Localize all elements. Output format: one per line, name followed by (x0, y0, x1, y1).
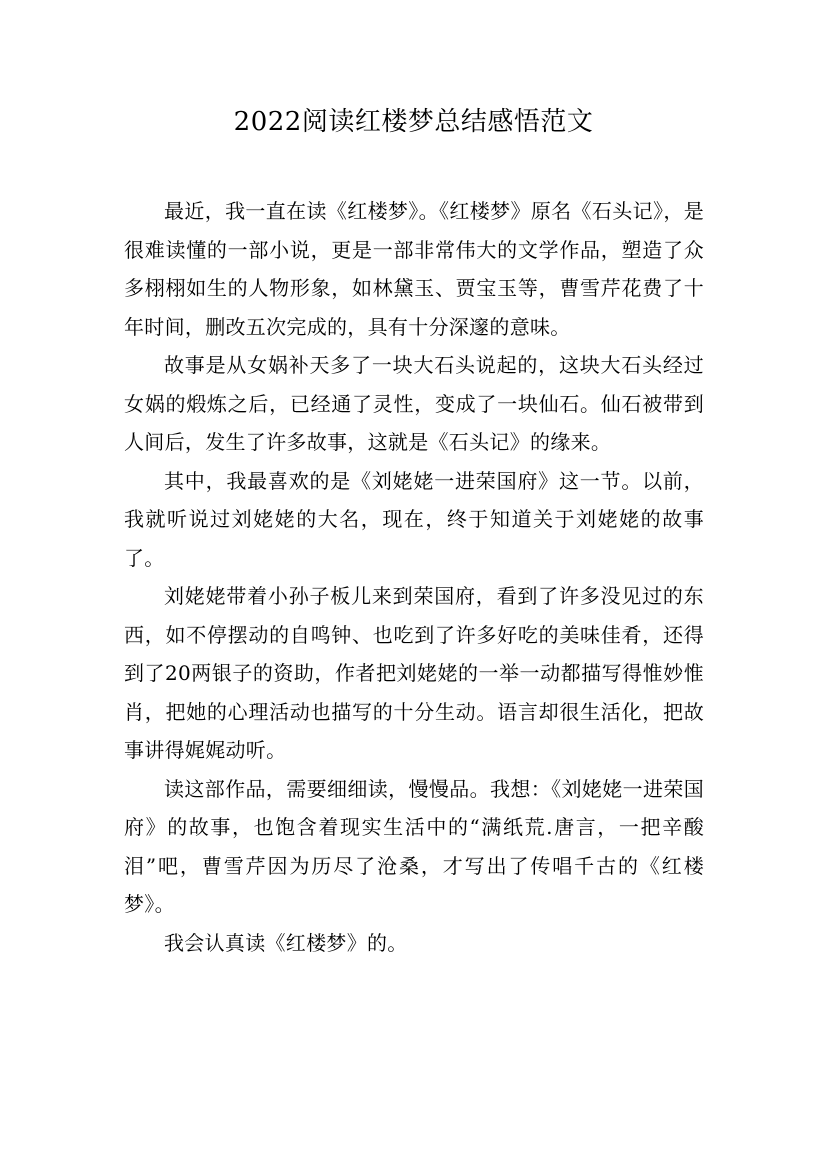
document-title: 2022阅读红楼梦总结感悟范文 (233, 107, 594, 137)
paragraph-6: 我会认真读《红楼梦》的。 (164, 930, 408, 955)
paragraph-5: 读这部作品，需要细细读，慢慢品。我想：《刘姥姥一进荣国府》的故事，也饱含着现实生活中的“满纸荒.唐言，一把辛酸泪”吧，曹雪芹因为历尽了沧桑，才写出了传唱千古的《红楼梦》。 (124, 776, 704, 916)
paragraph-1: 最近，我一直在读《红楼梦》。《红楼梦》原名《石头记》，是很难读懂的一部小说，更是一部非常伟大的文学作品，塑造了众多栩栩如生的人物形象，如林黛玉、贾宝玉等，曹雪芹花费了十年时间，删改五次完成的，具有十分深邃的意味。 (124, 199, 704, 339)
paragraph-2: 故事是从女娲补天多了一块大石头说起的，这块大石头经过女娲的煅炼之后，已经通了灵性，变成了一块仙石。仙石被带到人间后，发生了许多故事，这就是《石头记》的缘来。 (124, 353, 704, 454)
document-body (124, 192, 704, 962)
paragraph-4: 刘姥姥带着小孙子板儿来到荣国府，看到了许多没见过的东西，如不停摆动的自鸣钟、也吃到了许多好吃的美味佳肴，还得到了20两银子的资助，作者把刘姥姥的一举一动都描写得惟妙惟肖，把她的心理活动也描写的十分生动。语言却很生活化，把故事讲得娓娓动听。 (124, 584, 704, 762)
paragraph-3: 其中，我最喜欢的是《刘姥姥一进荣国府》这一节。以前，我就听说过刘姥姥的大名，现在，终于知道关于刘姥姥的故事了。 (124, 468, 704, 570)
